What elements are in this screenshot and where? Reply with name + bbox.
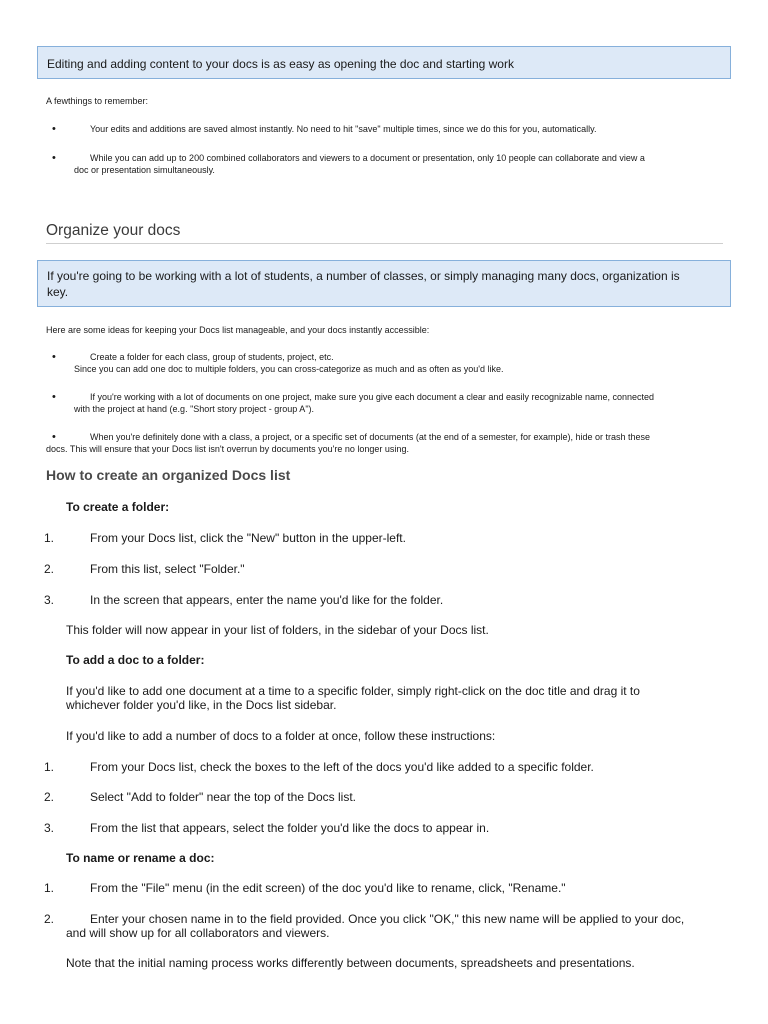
idea-1-line2: Since you can add one doc to multiple folders, you can cross-categorize as much and as often as you'd like. — [74, 364, 504, 374]
rename-note: Note that the initial naming process works differently between documents, spreadsheets and presentations. — [66, 956, 635, 970]
reminder-item-2-cont: doc or presentation simultaneously. — [74, 165, 215, 175]
organize-intro: Here are some ideas for keeping your Docs list manageable, and your docs instantly accessible: — [46, 325, 430, 335]
section-heading-howto: How to create an organized Docs list — [46, 467, 291, 483]
subheading-create-folder: To create a folder: — [66, 500, 170, 514]
subheading-add-doc: To add a doc to a folder: — [66, 653, 205, 667]
add-doc-para2: If you'd like to add a number of docs to a folder at once, follow these instructions: — [66, 729, 496, 743]
idea-1-line1: Create a folder for each class, group of students, project, etc. — [90, 352, 334, 362]
subheading-rename: To name or rename a doc: — [66, 851, 215, 865]
rename-step-2-line2: and will show up for all collaborators and viewers. — [66, 926, 330, 940]
create-folder-step-2: From this list, select "Folder." — [90, 562, 245, 576]
step-number: 1. — [44, 881, 55, 895]
reminders-heading: A fewthings to remember: — [46, 96, 149, 106]
step-number: 2. — [44, 912, 55, 926]
idea-2-line1: If you're working with a lot of documents on one project, make sure you give each document a clear and easily recognizable name, connected — [90, 392, 655, 402]
rename-step-2-line1: Enter your chosen name in to the field provided. Once you click "OK," this new name will be applied to your doc, — [90, 912, 685, 926]
create-folder-note: This folder will now appear in your list of folders, in the sidebar of your Docs list. — [66, 623, 489, 637]
bullet-icon: • — [52, 123, 56, 135]
create-folder-step-3: In the screen that appears, enter the name you'd like for the folder. — [90, 593, 444, 607]
step-number: 2. — [44, 790, 55, 804]
idea-3-line1: When you're definitely done with a class, a project, or a specific set of documents (at the end of a semester, for example), hide or trash these — [90, 432, 651, 442]
step-number: 1. — [44, 760, 55, 774]
add-doc-step-3: From the list that appears, select the folder you'd like the docs to appear in. — [90, 821, 490, 835]
bullet-icon: • — [52, 391, 56, 403]
intro-callout-text: Editing and adding content to your docs is as easy as opening the doc and starting work — [47, 57, 514, 71]
step-number: 3. — [44, 821, 55, 835]
idea-3-line2: docs. This will ensure that your Docs list isn't overrun by documents you're no longer using. — [46, 444, 409, 454]
step-number: 2. — [44, 562, 55, 576]
create-folder-step-1: From your Docs list, click the "New" button in the upper-left. — [90, 531, 406, 545]
rename-step-1: From the "File" menu (in the edit screen) of the doc you'd like to rename, click, "Rename." — [90, 881, 566, 895]
add-doc-step-1: From your Docs list, check the boxes to the left of the docs you'd like added to a specific folder. — [90, 760, 594, 774]
bullet-icon: • — [52, 431, 56, 443]
step-number: 1. — [44, 531, 55, 545]
add-doc-para1-line2: whichever folder you'd like, in the Docs list sidebar. — [66, 698, 337, 712]
intro-callout — [37, 46, 731, 79]
bullet-icon: • — [52, 351, 56, 363]
reminder-item-2: While you can add up to 200 combined collaborators and viewers to a document or presentation, only 10 people can collaborate and view a — [90, 153, 645, 163]
organize-callout — [37, 260, 731, 307]
organize-callout-line2: key. — [47, 285, 69, 299]
organize-callout-line1: If you're going to be working with a lot of students, a number of classes, or simply managing many docs, organization is — [47, 269, 680, 283]
reminder-item-1: Your edits and additions are saved almost instantly. No need to hit "save" multiple times, since we do this for you, automatically. — [90, 124, 597, 134]
step-number: 3. — [44, 593, 55, 607]
idea-2-line2: with the project at hand (e.g. "Short story project - group A"). — [74, 404, 315, 414]
add-doc-para1-line1: If you'd like to add one document at a time to a specific folder, simply right-click on the doc title and drag it to — [66, 684, 640, 698]
add-doc-step-2: Select "Add to folder" near the top of the Docs list. — [90, 790, 356, 804]
bullet-icon: • — [52, 152, 56, 164]
section-heading-organize: Organize your docs — [46, 222, 723, 244]
